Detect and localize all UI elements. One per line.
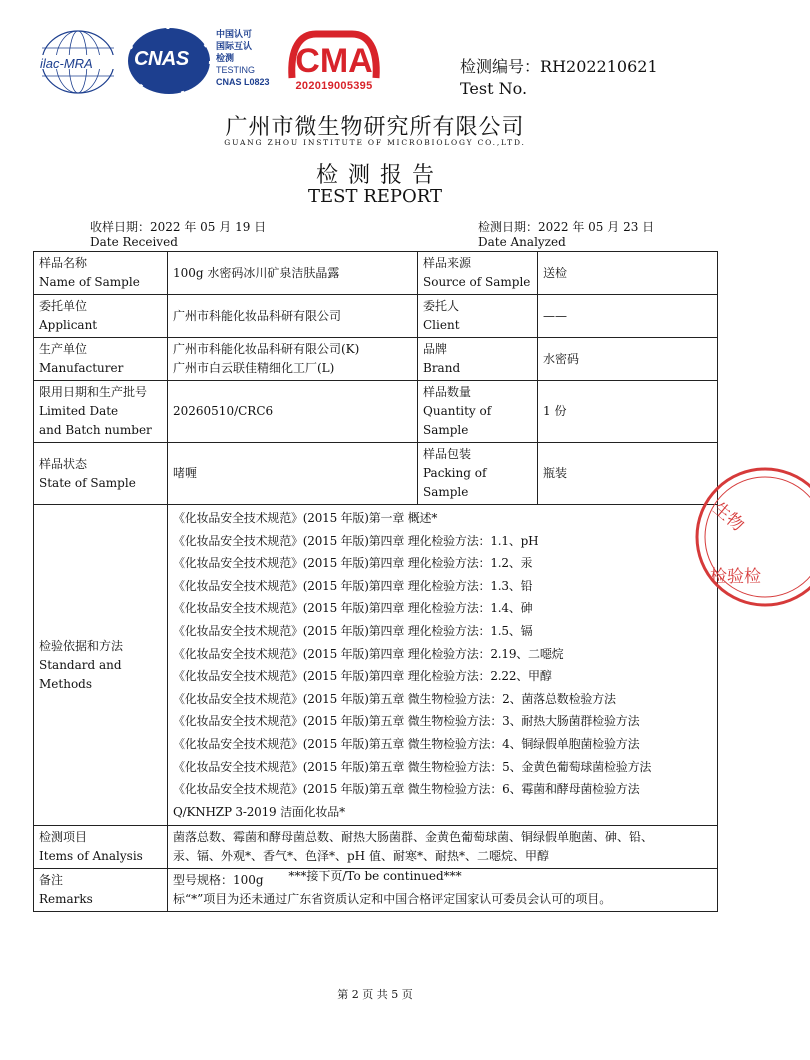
cnas-info-line: 中国认可: [216, 29, 253, 39]
label-cell: 样品名称 Name of Sample: [34, 252, 168, 295]
client: ——: [538, 295, 718, 338]
cnas-info-line: TESTING: [216, 65, 256, 75]
date-received-cn: 收样日期：2022 年 05 月 19 日: [90, 220, 267, 234]
table-row: [34, 338, 718, 381]
date-analyzed-en: Date Analyzed: [478, 235, 566, 249]
label-cell: 样品来源 Source of Sample: [418, 252, 538, 295]
header-logos: [38, 26, 438, 96]
packing-of-sample: 瓶装: [538, 443, 718, 505]
list-item: Q/KNHZP 3-2019 洁面化妆品*: [173, 804, 345, 819]
cnas-info-line: CNAS L0823: [216, 77, 270, 87]
list-item: 《化妆品安全技术规范》(2015 年版)第四章 理化检验方法：1.1、pH: [173, 533, 539, 548]
label-cell: 样品状态 State of Sample: [34, 443, 168, 505]
table-row: [34, 252, 718, 295]
table-row: [34, 381, 718, 443]
sample-name: 100g 水密码冰川矿泉洁肤晶露: [168, 252, 418, 295]
label-cell: 生产单位 Manufacturer: [34, 338, 168, 381]
list-item: 《化妆品安全技术规范》(2015 年版)第四章 理化检验方法：1.4、砷: [173, 601, 533, 616]
date-received-en: Date Received: [90, 235, 178, 249]
seal-text: 生物: [708, 498, 748, 536]
continued-note: ***接下页/To be continued***: [288, 869, 462, 883]
label-cell: 委托人 Client: [418, 295, 538, 338]
list-item: 《化妆品安全技术规范》(2015 年版)第五章 微生物检验方法：3、耐热大肠菌群检验方法: [173, 714, 640, 729]
source-of-sample: 送检: [538, 252, 718, 295]
list-item: 《化妆品安全技术规范》(2015 年版)第四章 理化检验方法：2.22、甲醇: [173, 669, 552, 684]
manufacturer: 广州市科能化妆品科研有限公司(K) 广州市白云联佳精细化工厂(L): [168, 338, 418, 381]
report-title-cn: 检测报告: [315, 163, 444, 188]
label-cell: 限用日期和生产批号 Limited Date and Batch number: [34, 381, 168, 443]
list-item: 《化妆品安全技术规范》(2015 年版)第四章 理化检验方法：1.5、镉: [173, 623, 533, 638]
table-row: [34, 505, 718, 826]
cnas-info: [216, 28, 270, 88]
label-cell: 委托单位 Applicant: [34, 295, 168, 338]
institute-name-cn: 广州市微生物研究所有限公司: [225, 115, 525, 140]
cma-label: CMA: [295, 42, 373, 80]
list-item: 《化妆品安全技术规范》(2015 年版)第五章 微生物检验方法：4、铜绿假单胞菌检验方法: [173, 736, 640, 751]
list-item: 《化妆品安全技术规范》(2015 年版)第四章 理化检验方法：1.3、铅: [173, 578, 533, 593]
label-cell: 检验依据和方法 Standard and Methods: [34, 505, 168, 826]
test-number-block: [460, 56, 658, 100]
institute-name-en: GUANG ZHOU INSTITUTE OF MICROBIOLOGY CO.,LTD.: [224, 138, 526, 147]
list-item: 《化妆品安全技术规范》(2015 年版)第五章 微生物检验方法：6、霉菌和酵母菌检验方法: [173, 782, 640, 797]
date-received: [90, 220, 266, 250]
test-no-label-en: Test No.: [460, 79, 528, 98]
label-cell: 备注 Remarks: [34, 869, 168, 912]
label-cell: 品牌 Brand: [418, 338, 538, 381]
cnas-info-line: 检测: [216, 53, 235, 63]
items-of-analysis: 菌落总数、霉菌和酵母菌总数、耐热大肠菌群、金黄色葡萄球菌、铜绿假单胞菌、砷、铅、 汞、镉、外观*、香气*、色泽*、pH 值、耐寒*、耐热*、二噁烷、甲醇: [168, 826, 718, 869]
standards-list: [168, 505, 718, 826]
list-item: 《化妆品安全技术规范》(2015 年版)第一章 概述*: [173, 511, 438, 525]
cma-number: 202019005395: [295, 80, 373, 92]
date-analyzed: [478, 220, 654, 250]
list-item: 《化妆品安全技术规范》(2015 年版)第四章 理化检验方法：1.2、汞: [173, 556, 533, 571]
test-no-label-cn: 检测编号：: [460, 57, 541, 76]
table-row: [34, 295, 718, 338]
page-number: 第 2 页 共 5 页: [337, 988, 413, 1001]
state-of-sample: 啫喱: [168, 443, 418, 505]
date-analyzed-cn: 检测日期：2022 年 05 月 23 日: [478, 220, 655, 234]
table-row: [34, 443, 718, 505]
label-cell: 检测项目 Items of Analysis: [34, 826, 168, 869]
red-seal-icon: [690, 462, 810, 612]
seal-text: 检验检: [710, 567, 761, 587]
cnas-label: CNAS: [134, 48, 189, 70]
limited-date-batch: 20260510/CRC6: [168, 381, 418, 443]
report-table: [33, 251, 718, 912]
table-row: [34, 826, 718, 869]
remarks: 型号规格：100g 标“*”项目为还未通过广东省资质认定和中国合格评定国家认可委员会认可的项目。: [168, 869, 718, 912]
list-item: 《化妆品安全技术规范》(2015 年版)第五章 微生物检验方法：2、菌落总数检验方法: [173, 691, 616, 706]
ilac-label: ilac-MRA: [40, 56, 93, 71]
test-no-value: RH202210621: [540, 57, 658, 76]
list-item: 《化妆品安全技术规范》(2015 年版)第五章 微生物检验方法：5、金黄色葡萄球菌检验方法: [173, 759, 652, 774]
brand: 水密码: [538, 338, 718, 381]
applicant: 广州市科能化妆品科研有限公司: [168, 295, 418, 338]
label-cell: 样品包装 Packing of Sample: [418, 443, 538, 505]
cnas-info-line: 国际互认: [216, 41, 253, 51]
quantity: 1 份: [538, 381, 718, 443]
report-title-en: TEST REPORT: [307, 186, 442, 207]
list-item: 《化妆品安全技术规范》(2015 年版)第四章 理化检验方法：2.19、二噁烷: [173, 646, 564, 661]
label-cell: 样品数量 Quantity of Sample: [418, 381, 538, 443]
